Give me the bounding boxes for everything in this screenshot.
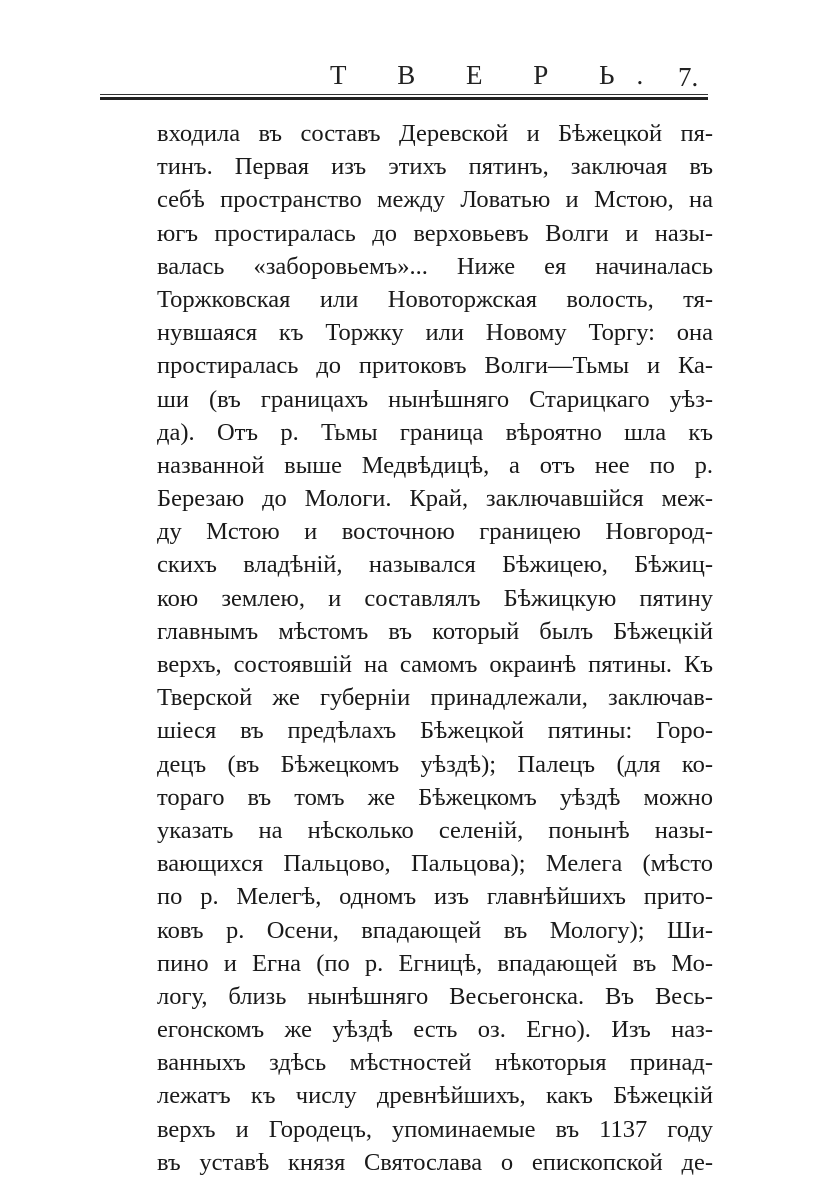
running-title: Т В Е Р Ь.: [330, 60, 666, 90]
text-line: главнымъ мѣстомъ въ который былъ Бѣжецкій: [157, 617, 713, 645]
text-line: по р. Мелегѣ, одномъ изъ главнѣйшихъ прито-: [157, 883, 713, 911]
text-line: себѣ пространство между Ловатью и Мстою, на: [157, 186, 713, 214]
text-line: Торжковская или Новоторжская волость, тя-: [157, 285, 713, 313]
text-line: названной выше Медвѣдицѣ, а отъ нее по р.: [157, 451, 713, 479]
header-rule-thin: [100, 94, 708, 95]
text-line: пино и Егна (по р. Егницѣ, впадающей въ Мо-: [157, 949, 713, 977]
text-line: Березаю до Мологи. Край, заключавшійся меж-: [157, 485, 713, 513]
text-line: децъ (въ Бѣжецкомъ уѣздѣ); Палецъ (для ко-: [157, 750, 713, 778]
page-header: [100, 56, 720, 104]
header-rule-thick: [100, 97, 708, 100]
text-line: тораго въ томъ же Бѣжецкомъ уѣздѣ можно: [157, 783, 713, 811]
text-line: верхъ и Городецъ, упоминаемые въ 1137 году: [157, 1115, 713, 1143]
body-text: [157, 117, 713, 1179]
text-line: въ уставѣ князя Святослава о епископской де-: [157, 1148, 713, 1176]
text-line: ши (въ границахъ нынѣшняго Старицкаго уѣз-: [157, 385, 713, 413]
text-line: простиралась до притоковъ Волги—Тьмы и Ка-: [157, 352, 713, 380]
text-line: югъ простиралась до верховьевъ Волги и назы-: [157, 219, 713, 247]
text-line: валась «заборовьемъ»... Ниже ея начиналась: [157, 252, 713, 280]
text-line: указать на нѣсколько селеній, понынѣ назы-: [157, 816, 713, 844]
text-line: ду Мстою и восточною границею Новгород-: [157, 518, 713, 546]
text-line: шіеся въ предѣлахъ Бѣжецкой пятины: Горо-: [157, 717, 713, 745]
text-line: верхъ, состоявшій на самомъ окраинѣ пятины. Къ: [157, 651, 713, 678]
text-line: тинъ. Первая изъ этихъ пятинъ, заключая въ: [157, 153, 713, 181]
text-line: нувшаяся къ Торжку или Новому Торгу: она: [157, 319, 713, 347]
text-line: логу, близь нынѣшняго Весьегонска. Въ Весь-: [157, 982, 713, 1010]
text-line: ковъ р. Осени, впадающей въ Мологу); Ши-: [157, 916, 713, 944]
text-line: да). Отъ р. Тьмы граница вѣроятно шла къ: [157, 418, 713, 446]
text-line: лежатъ къ числу древнѣйшихъ, какъ Бѣжецкій: [157, 1082, 713, 1110]
text-line: егонскомъ же уѣздѣ есть оз. Егно). Изъ наз-: [157, 1016, 713, 1044]
page-number: 7.: [678, 62, 699, 92]
text-line: кою землею, и составлялъ Бѣжицкую пятину: [157, 584, 713, 612]
text-line: вающихся Пальцово, Пальцова); Мелега (мѣсто: [157, 850, 713, 878]
text-line: ванныхъ здѣсь мѣстностей нѣкоторыя принад-: [157, 1049, 713, 1077]
text-line: Тверской же губерніи принадлежали, заключав-: [157, 684, 713, 712]
text-line: скихъ владѣній, назывался Бѣжицею, Бѣжиц-: [157, 551, 713, 579]
text-line: входила въ составъ Деревской и Бѣжецкой пя-: [157, 120, 713, 147]
